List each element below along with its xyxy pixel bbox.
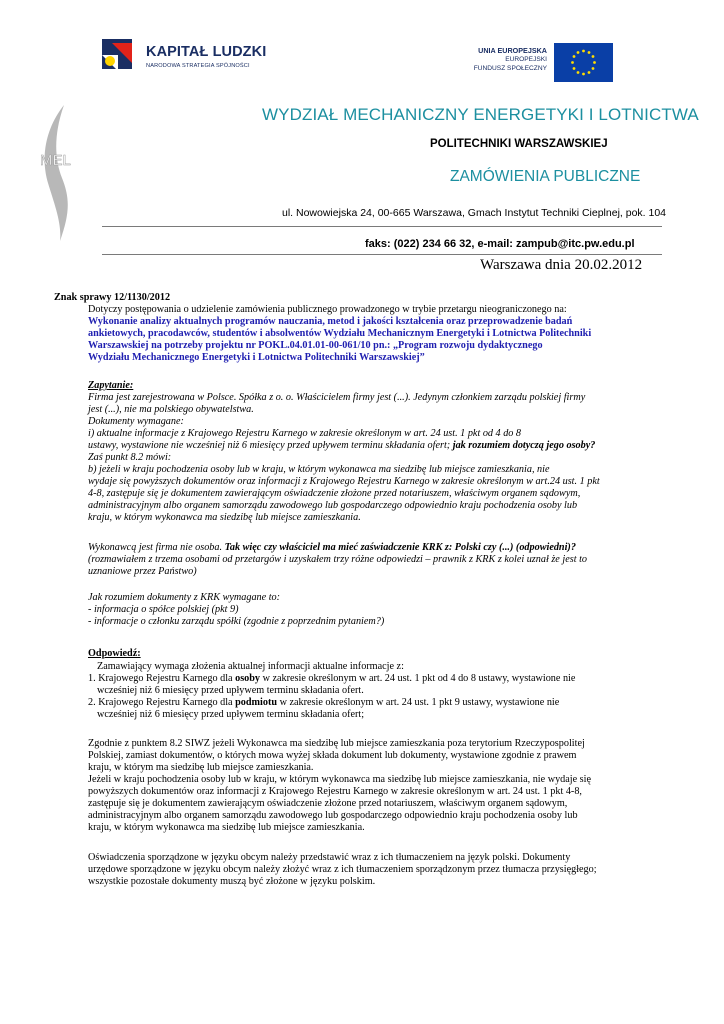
paragraph-line: Polskiej, zamiast dokumentów, o których mowa wyżej składa dokument lub dokumenty, wystawione zgodnie z prawem [88, 750, 577, 761]
paragraph-line: wszystkie pozostałe dokumenty muszą być złożone w języku polskim. [88, 876, 376, 887]
answer-item-continuation: wcześniej niż 6 miesięcy przed upływem terminu składania ofert. [97, 685, 364, 696]
answer-item-emphasis: osoby [235, 673, 261, 684]
answer-item-text: 2. Krajowego Rejestru Karnego dla [88, 697, 236, 708]
paragraph-line: zastępuje się je dokumentem zawierającym oświadczenie złożone przed notariuszem, właściwym organem sądowym, [88, 798, 568, 809]
question-line: i) aktualne informacje z Krajowego Rejestru Karnego w zakresie określonym w art. 24 ust. 1 pkt od 4 do 8 [88, 428, 522, 439]
question-emphasis: Tak więc czy właściciel ma mieć zaświadczenie KRK z: Polski czy (...) (odpowiedni)? [224, 542, 576, 553]
question-line: Dokumenty wymagane: [88, 416, 184, 427]
ue-label [455, 46, 547, 73]
mel-logo-icon [36, 103, 76, 243]
contact-fax-email: faks: (022) 234 66 32, e-mail: zampub@itc.pw.edu.pl [365, 238, 635, 250]
question-line: Jak rozumiem dokumenty z KRK wymagane to: [88, 592, 281, 603]
question-line: administracyjnym albo organem samorządu zawodowego lub gospodarczego odpowiednio kraju pochodzenia osoby lub [88, 500, 578, 511]
question-line: Firma jest zarejestrowana w Polsce. Spółka z o. o. Właścicielem firmy jest (...). Jedynym członkiem zarządu polskiej firmy [88, 392, 586, 403]
paragraph-line: Jeżeli w kraju pochodzenia osoby lub w kraju, w którym wykonawca ma siedzibę lub miejsce zamieszkania, nie wydaje się [88, 774, 591, 785]
subject-line: Wykonanie analizy aktualnych programów nauczania, metod i jakości kształcenia oraz przeprowadzenie badań [88, 316, 573, 327]
kapital-ludzki-title: KAPITAŁ LUDZKI [146, 44, 267, 60]
question-line: - informacje o członku zarządu spółki (zgodnie z poprzednim pytaniem?) [88, 616, 385, 627]
question-label: Zapytanie: [88, 380, 134, 391]
question-line: b) jeżeli w kraju pochodzenia osoby lub w kraju, w którym wykonawca ma siedzibę lub miejsce zamieszkania, nie [88, 464, 550, 475]
address: ul. Nowowiejska 24, 00-665 Warszawa, Gmach Instytut Techniki Cieplnej, pok. 104 [282, 207, 667, 219]
paragraph-line: administracyjnym albo organem samorządu zawodowego lub gospodarczego odpowiednio kraju pochodzenia osoby lub [88, 810, 578, 821]
answer-item-text: w zakresie określonym w art. 24 ust. 1 pkt 9 ustawy, wystawione nie [277, 697, 560, 708]
university-name: POLITECHNIKI WARSZAWSKIEJ [430, 138, 608, 150]
question-line: 4-8, zastępuje się je dokumentem zawierającym oświadczenie złożone przed notariuszem, właściwym organem sądowym, [88, 488, 581, 499]
question-line: - informacja o spółce polskiej (pkt 9) [88, 604, 239, 615]
paragraph-line: Oświadczenia sporządzone w języku obcym należy przedstawić wraz z ich tłumaczeniem na język polski. Dokumenty [88, 852, 571, 863]
ue-line-2: EUROPEJSKI [505, 56, 547, 63]
answer-label: Odpowiedź: [88, 648, 141, 659]
subject [88, 316, 648, 364]
paragraph-line: kraju, w którym wykonawca ma siedzibę lub miejsce zamieszkania. [88, 822, 365, 833]
subject-line: Warszawskiej na potrzeby projektu nr POKL.04.01.01-00-061/10 pn.: „Program rozwoju dydaktycznego [88, 340, 543, 351]
kapital-ludzki-subtitle: NARODOWA STRATEGIA SPÓJNOŚCI [146, 63, 250, 69]
answer-item-2 [88, 697, 638, 709]
faculty-title: WYDZIAŁ MECHANICZNY ENERGETYKI I LOTNICTWA [262, 105, 699, 124]
answer-item-text: 1. Krajowego Rejestru Karnego dla [88, 673, 236, 684]
question-line: wydaje się powyższych dokumentów oraz informacji z Krajowego Rejestru Karnego w zakresie określonym w art.24 ust. 1 pkt [88, 476, 600, 487]
divider [102, 226, 662, 227]
answer-intro: Zamawiający wymaga złożenia aktualnej informacji aktualne informacje z: [97, 661, 404, 672]
question-line: jest (...), nie ma polskiego obywatelstwa. [88, 404, 254, 415]
question-line: (rozmawiałem z trzema osobami od przetargów i uzyskałem trzy różne odpowiedzi – prawnik z KRK z kolei uznał że jest to [88, 554, 587, 565]
paragraph-line: urzędowe sporządzone w języku obcym należy złożyć wraz z ich tłumaczeniem sporządzonym przez tłumacza przysięgłego; [88, 864, 597, 875]
question-line-text: Wykonawcą jest firma nie osoba. [88, 542, 225, 553]
question-line-text: ustawy, wystawione nie wcześniej niż 6 miesięcy przed upływem terminu składania ofert; [88, 440, 453, 451]
answer-list [88, 673, 638, 721]
subject-line: ankietowych, pracodawców, studentów i absolwentów Wydziału Mechanicznym Energetyki i Lotnictwa Politechniki [88, 328, 592, 339]
answer-item-1 [88, 673, 638, 685]
eu-flag-icon [554, 43, 613, 82]
mel-logo-text: MEL [40, 152, 71, 169]
question-part-3 [88, 592, 648, 628]
answer-item-continuation: wcześniej niż 6 miesięcy przed upływem terminu składania ofert; [97, 709, 365, 720]
question-line: uznaniowe przez Państwo) [88, 566, 197, 577]
divider [102, 254, 662, 255]
question-line: kraju, w którym wykonawca ma siedzibę lub miejsce zamieszkania. [88, 512, 361, 523]
regarding-line: Dotyczy postępowania o udzielenie zamówienia publicznego prowadzonego w trybie przetargu nieograniczonego na: [88, 304, 567, 315]
paragraph-line: kraju, w którym ma siedzibę lub miejsce zamieszkania. [88, 762, 314, 773]
answer-item-text: w zakresie określonym w art. 24 ust. 1 pkt od 4 do 8 ustawy, wystawione nie [260, 673, 576, 684]
subject-line: Wydziału Mechanicznego Energetyki i Lotnictwa Politechniki Warszawskiej” [88, 352, 425, 363]
paragraph-line: Zgodnie z punktem 8.2 SIWZ jeżeli Wykonawca ma siedzibę lub miejsce zamieszkania poza terytorium Rzeczypospolitej [88, 738, 585, 749]
answer-paragraph-2 [88, 852, 648, 888]
section-title: ZAMÓWIENIA PUBLICZNE [450, 168, 641, 185]
question-line [88, 542, 648, 554]
question-line: Zaś punkt 8.2 mówi: [88, 452, 172, 463]
question-part-2 [88, 542, 648, 578]
kapital-ludzki-logo-icon [98, 35, 138, 75]
answer-paragraph-1 [88, 738, 648, 834]
paragraph-line: powyższych dokumentów oraz informacji z Krajowego Rejestru Karnego w zakresie określonym w art. 24 ust. 1 pkt 4-8, [88, 786, 582, 797]
question-emphasis: jak rozumiem dotyczą jego osoby? [452, 440, 596, 451]
document-date: Warszawa dnia 20.02.2012 [480, 257, 643, 273]
answer-item-emphasis: podmiotu [235, 697, 278, 708]
ue-line-3: FUNDUSZ SPOŁECZNY [473, 65, 547, 72]
case-number: Znak sprawy 12/1130/2012 [54, 292, 171, 303]
question-text [88, 392, 648, 524]
question-line [88, 440, 648, 452]
ue-line-1: UNIA EUROPEJSKA [478, 46, 547, 55]
